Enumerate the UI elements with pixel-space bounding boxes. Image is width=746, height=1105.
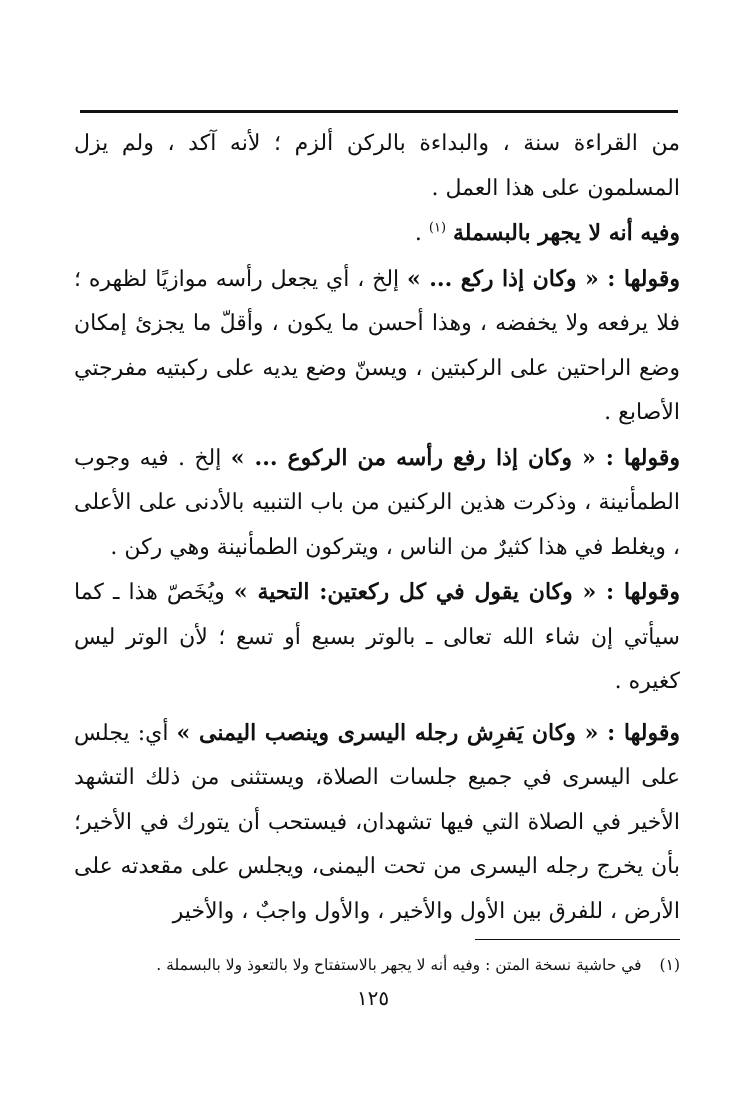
- paragraph-text: إلخ ، أي يجعل رأسه موازيًا لظهره ؛ فلا يرفعه ولا يخفضه ، وهذا أحسن ما يكون ، وأقلّ ما يجزئ إمكان وضع الراحتين على الركبتين ، ويسنّ وضع يديه على ركبتيه مفرجتي الأصابع .: [74, 266, 680, 425]
- paragraph-3: [74, 257, 680, 436]
- paragraph-text: من القراءة سنة ، والبداءة بالركن ألزم ؛ لأنه آكد ، ولم يزل المسلمون على هذا العمل .: [74, 131, 680, 201]
- footnote: [74, 950, 680, 980]
- footnote-text: في حاشية نسخة المتن : وفيه أنه لا يجهر بالاستفتاح ولا بالتعوذ ولا بالبسملة .: [156, 956, 642, 974]
- paragraph-5: [74, 570, 680, 705]
- paragraph-lead: وقولها : « وكان إذا ركع ... »: [407, 265, 680, 292]
- paragraph-lead: وقولها : « وكان يَفرِش رجله اليسرى وينصب اليمنى »: [176, 719, 680, 746]
- paragraph-text: .: [414, 221, 422, 246]
- footnote-rule: [475, 939, 680, 940]
- paragraph-text: ويُخَصّ هذا ـ كما سيأتي إن شاء الله تعالى ـ بالوتر بسبع أو تسع ؛ لأن الوتر ليس كغيره .: [74, 580, 680, 694]
- paragraph-lead: وقولها : « وكان يقول في كل ركعتين: التحية »: [233, 579, 680, 605]
- paragraph-1: [74, 122, 680, 211]
- paragraph-4: [74, 436, 680, 571]
- page-number: ١٢٥: [356, 986, 390, 1010]
- paragraph-lead: وفيه أنه لا يجهر بالبسملة: [453, 220, 680, 246]
- header-rule: [80, 110, 678, 113]
- main-text: [74, 122, 680, 934]
- paragraph-text: إلخ . فيه وجوب الطمأنينة ، وذكرت هذين الركنين من باب التنبيه بالأدنى على الأعلى ، ويغلط في هذا كثيرٌ من الناس ، ويتركون الطمأنينة وهي ركن .: [74, 445, 680, 560]
- paragraph-lead: وقولها : « وكان إذا رفع رأسه من الركوع ... »: [230, 444, 680, 471]
- paragraph-6: [74, 711, 680, 935]
- paragraph-text: أي: يجلس على اليسرى في جميع جلسات الصلاة، ويستثنى من ذلك التشهد الأخير في الصلاة التي فيها تشهدان، فيستحب أن يتورك في الأخير؛ بأن يخرج رجله اليسرى من تحت اليمنى، ويجلس على مقعدته على الأرض ، للفرق بين الأول والأخير ، والأول واجبٌ ، والأخير: [74, 720, 680, 924]
- footnote-reference[interactable]: (١): [428, 220, 447, 236]
- footnote-number: (١): [659, 956, 680, 974]
- paragraph-2: [74, 211, 680, 257]
